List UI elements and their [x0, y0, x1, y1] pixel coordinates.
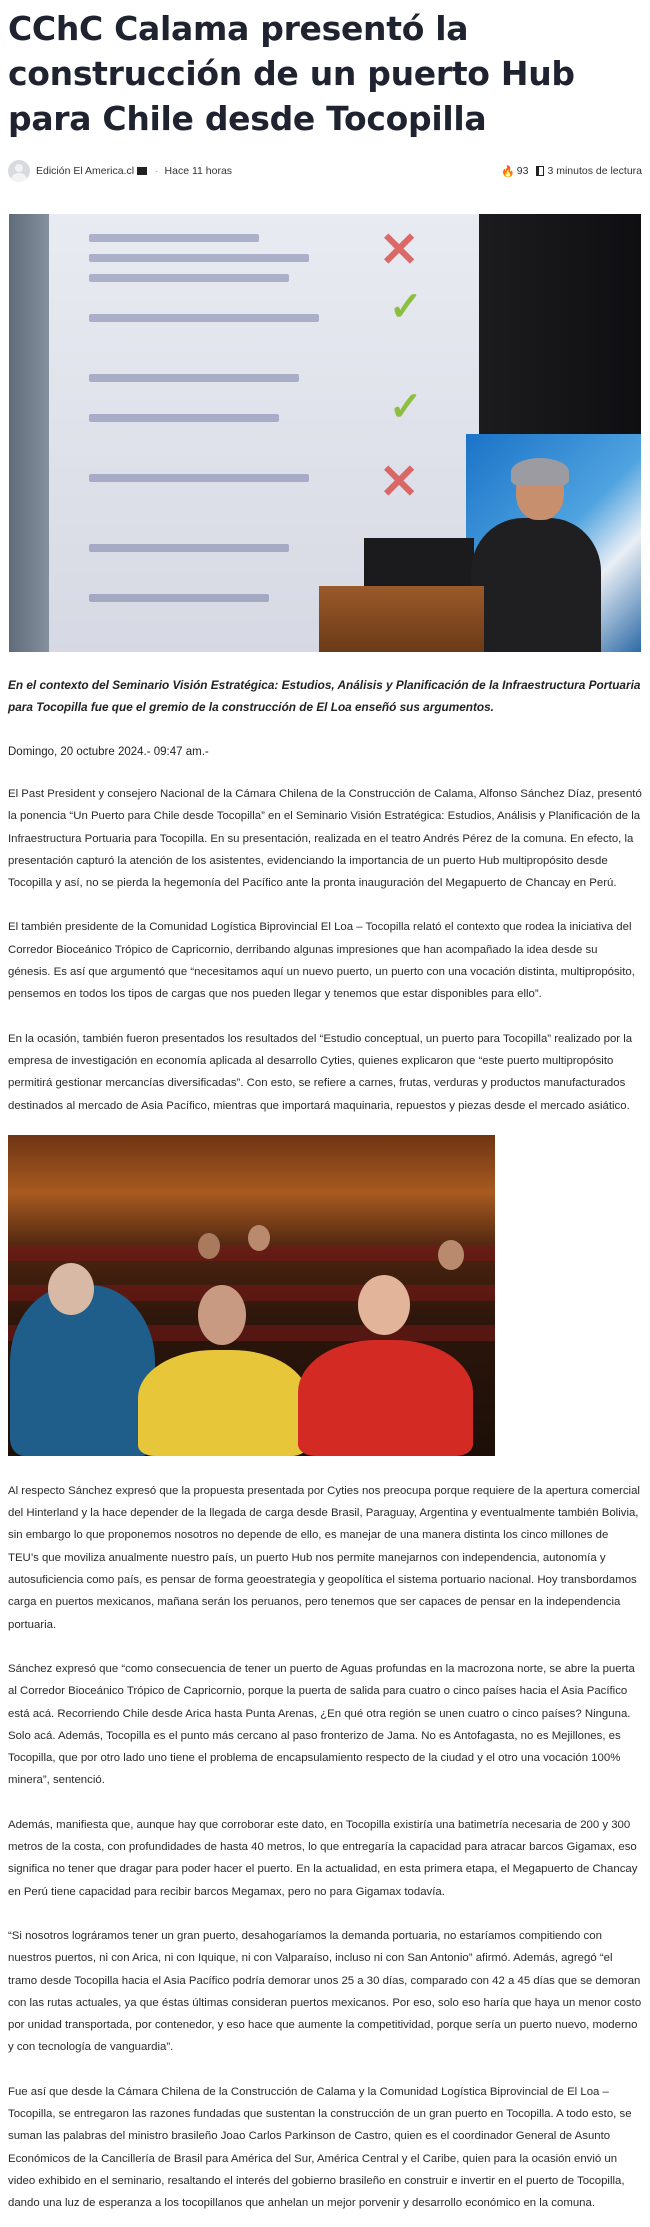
paragraph: El Past President y consejero Nacional de la Cámara Chilena de la Construcción de Calama, Alfonso Sánchez Díaz, presentó la ponencia “Un Puerto para Chile desde Tocopilla” en el Seminario Visión Estratégica: Estudios, Análisis y Planificación de la Infraestructura Portuaria para Tocopilla. En su presentación, realizada en el teatro Andrés Pérez de la comuna. En efecto, la presentación capturó la atención de los asistentes, evidenciando la importancia de un puerto Hub multipropósito desde Tocopilla y así, no se pierda la hegemonía del Pacífico ante la pronta inauguración del Megapuerto de Chancay en Perú.: [8, 788, 642, 890]
paragraph: En la ocasión, también fueron presentados los resultados del “Estudio conceptual, un puerto para Tocopilla” realizado por la empresa de investigación en economía aplicada al desarrollo Cyties, quienes explicaron que “este puerto multipropósito permitirá gestionar mercancías diversificadas”. Con esto, se refiere a carnes, frutas, verduras y productos manufacturados destinados al mercado de Asia Pacífico, mientras que importará maquinaria, repuestos y piezas desde el mercado asiático.: [8, 1032, 633, 1112]
author-name[interactable]: Edición El America.cl: [36, 165, 135, 177]
paragraph: Fue así que desde la Cámara Chilena de la Construcción de Calama y la Comunidad Logística Biprovincial de El Loa – Tocopilla, se entregaron las razones fundadas que sustentan la construcción de un gran puerto en Tocopilla. A todo esto, se suman las palabras del ministro brasileño Joao Carlos Parkinson de Castro, quien es el coordinador General de Asunto Económicos de la Cancillería de Brasil para América del Sur, América Central y el Caribe, quien para la ocasión envió un video exhibido en el seminario, resaltando el interés del gobierno brasileño en construir e invertir en el puerto de Tocopilla, dando una luz de esperanza a los tocopillanos que anhelan un mejor porvenir y desarrollo económico en la comuna.: [8, 2085, 632, 2210]
image-caption: En el contexto del Seminario Visión Estratégica: Estudios, Análisis y Planificación de la Infraestructura Portuaria para Tocopilla fue que el gremio de la construcción de El Loa enseñó sus argumentos.: [8, 678, 641, 714]
article: [0, 6, 650, 2214]
author-avatar[interactable]: [8, 160, 30, 182]
presentation-slide: ✕ ✓ ✓ ✕: [49, 214, 479, 652]
view-count: 93: [516, 165, 529, 177]
paragraph: El también presidente de la Comunidad Logística Biprovincial El Loa – Tocopilla relató el contexto que rodea la iniciativa del Corredor Bioceánico Trópico de Capricornio, derribando algunas impresiones que han acompañado la idea desde su génesis. Es así que argumentó que “necesitamos aquí un nuevo puerto, un puerto con una vocación distinta, multipropósito, pensemos en todos los tipos de cargas que nos pueden llegar y tenemos que estar disponibles para ello”.: [8, 921, 635, 1001]
paragraph: “Si nosotros lográramos tener un gran puerto, desahogaríamos la demanda portuaria, no estaríamos compitiendo con nuestros puertos, ni con Arica, ni con Iquique, ni con Valparaíso, incluso ni con San Antonio” afirmó. Además, agregó “el tramo desde Tocopilla hacia el Asia Pacífico podría demorar unos 25 a 30 días, comparado con 42 a 45 días que se demoran con las rutas actuales, ya que éstas últimas consideran puertos mexicanos. Por eso, solo eso haría que haya un menor costo por unidad transportada, por contenedor, y eso hace que aumente la competitividad, porque sería un puerto nuevo, moderno y con tecnología de vanguardia”.: [8, 1929, 642, 2054]
paragraph: Además, manifiesta que, aunque hay que corroborar este dato, en Tocopilla existiría una batimetría necesaria de 200 y 300 metros de la costa, con profundidades de hasta 40 metros, lo que entregaría la capacidad para atracar barcos Gigamax, eso significa no tener que dragar para poder hacer el puerto. En la actualidad, en esta primera etapa, el Megapuerto de Chancay en Perú tiene capacidad para recibir barcos Megamax, pero no para Gigamax todavía.: [8, 1818, 638, 1898]
paragraph: Sánchez expresó que “como consecuencia de tener un puerto de Aguas profundas en la macrozona norte, se abre la puerta al Corredor Bioceánico Trópico de Capricornio, porque la puerta de salida para cuatro o cinco países hacia el Asia Pacífico está acá. Recorriendo Chile desde Arica hasta Punta Arenas, ¿En qué otra región se unen cuatro o cinco países? Ninguna. Solo acá. Además, Tocopilla es el punto más cercano al paso fronterizo de Jama. No es Antofagasta, no es Mejillones, es Tocopilla, que por otro lado uno tiene el problema de encapsulamiento respecto de la ciudad y el otro una vocación 100% minera”, sentenció.: [8, 1662, 635, 1787]
book-icon: [536, 166, 544, 176]
meta-separator: ·: [155, 165, 159, 177]
featured-image: [9, 214, 641, 652]
fire-icon: 🔥: [501, 165, 515, 178]
audience-image: [8, 1135, 495, 1456]
lectern: [319, 586, 484, 652]
publish-time: Hace 11 horas: [164, 165, 233, 177]
speaker: [471, 464, 601, 652]
mail-icon[interactable]: [137, 167, 147, 175]
article-meta: [8, 158, 642, 184]
paragraph: Al respecto Sánchez expresó que la propuesta presentada por Cyties nos preocupa porque requiere de la apertura comercial del Hinterland y la hace depender de la llegada de carga desde Brasil, Paraguay, Argentina y eventualmente también Bolivia, sin embargo lo que proponemos nosotros no depende de ello, es manejar de una manera distinta los cinco millones de TEU’s que moviliza anualmente nuestro país, un puerto Hub nos permite manejarnos con independencia, autonomía y autosuficiencia como país, es pensar de forma geoestrategia y geopolítica el sistema portuario nacional. Hoy transbordamos carga en puertos mexicanos, mañana serán los peruanos, pero tenemos que ser capaces de pensar en la independencia portuaria.: [8, 1484, 640, 1631]
article-title: CChC Calama presentó la construcción de un puerto Hub para Chile desde Tocopilla: [8, 9, 575, 138]
dateline: Domingo, 20 octubre 2024.- 09:47 am.-: [8, 746, 209, 758]
read-time: 3 minutos de lectura: [547, 165, 642, 177]
